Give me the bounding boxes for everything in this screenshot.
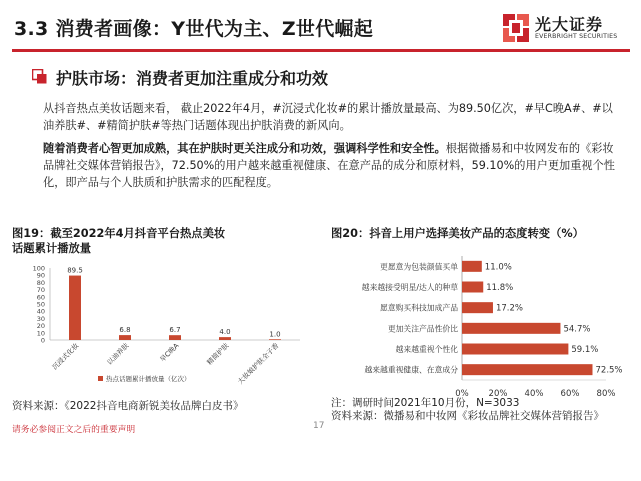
fig19-category-label: 精简护肤: [205, 341, 231, 367]
fig20-category-label: 更愿意为包装颜值买单: [380, 262, 458, 272]
fig19-y-tick-label: 60: [36, 293, 45, 302]
fig20-value-label: 17.2%: [495, 303, 523, 314]
fig19-category-label: 以油养肤: [105, 341, 131, 367]
footer-disclaimer: 请务必参阅正文之后的重要声明: [12, 425, 136, 435]
fig19-y-tick-label: 30: [36, 314, 45, 323]
fig20-category-label: 越来越重视个性化: [395, 345, 458, 354]
fig19-y-tick-label: 40: [36, 307, 45, 316]
fig19-y-tick-label: 70: [36, 286, 45, 295]
fig19-category-label: 早C晚A: [158, 341, 181, 364]
fig19-value-label: 6.7: [169, 326, 181, 335]
fig19-title: 图19：截至2022年4月抖音平台热点美妆话题累计播放量: [12, 227, 226, 255]
fig20-title: 图20：抖音上用户选择美妆产品的态度转变（%）: [331, 227, 584, 240]
fig20-category-label: 越来越接受明星/达人的种草: [361, 283, 458, 292]
fig20-x-tick-label: 0%: [455, 389, 469, 399]
body-paragraph-1: 从抖音热点美妆话题来看， 截止2022年4月，#沉浸式化妆#的累计播放量最高、为89.50亿次，#早C晚A#、#以油养肤#、#精简护肤#等热门话题体现出护肤消费的新风向。: [43, 102, 613, 132]
fig20-bar: [462, 282, 483, 293]
fig20-category-label: 愿意购买科技加成产品: [380, 303, 458, 313]
fig20-category-label: 越来越重视健康、在意成分: [364, 365, 458, 375]
fig19-value-label: 6.8: [119, 326, 131, 335]
fig19-value-label: 1.0: [269, 330, 281, 339]
fig20-bar: [462, 344, 568, 355]
fig20-value-label: 72.5%: [595, 365, 623, 376]
fig20-value-label: 54.7%: [563, 324, 591, 335]
fig19-source: 资料来源：《2022抖音电商新锐美妆品牌白皮书》: [12, 400, 244, 412]
fig19-y-tick-label: 90: [36, 271, 45, 280]
fig19-y-tick-label: 50: [36, 300, 45, 309]
fig20-source: 资料来源：微播易和中妆网《彩妆品牌社交媒体营销报告》: [331, 410, 604, 422]
fig19-y-tick-label: 80: [36, 278, 45, 287]
page-number: 17: [313, 421, 325, 431]
fig20-note: 注：调研时间2021年10月份，N=3033: [331, 397, 520, 409]
fig20-value-label: 59.1%: [571, 345, 599, 355]
fig19-y-tick-label: 100: [32, 264, 45, 273]
fig19-value-label: 89.5: [67, 266, 83, 275]
fig19-y-tick-label: 0: [40, 336, 45, 345]
page-title: 3.3 消费者画像：Y世代为主、Z世代崛起: [14, 18, 374, 40]
fig19-legend-label: 热点话题累计播放量（亿次）: [106, 375, 191, 383]
section-title: 护肤市场：消费者更加注重成分和功效: [56, 69, 329, 88]
fig20-value-label: 11.8%: [486, 283, 514, 293]
logo-name-en: EVERBRIGHT SECURITIES: [535, 33, 618, 40]
fig19-category-label: 沉浸式化妆: [50, 341, 81, 372]
fig20-bar: [462, 323, 560, 334]
fig20-bar: [462, 302, 493, 313]
fig20-x-tick-label: 20%: [488, 389, 508, 399]
fig19-category-label: 大妆娘护肤全子香: [236, 341, 281, 386]
fig20-x-tick-label: 40%: [524, 389, 544, 399]
logo-name-cn: 光大证券: [535, 15, 604, 34]
fig20-x-tick-label: 80%: [596, 389, 616, 399]
body-paragraph-2-lead: 随着消费者心智更加成熟，其在护肤时更关注成分和功效，强调科学性和安全性。: [43, 142, 446, 155]
body-paragraph-2-rest: 根据微播易和中妆网发布的《彩妆品牌社交媒体营销报告》，72.50%的用户越来越重视健康、在意产品的成分和原材料，59.10%的用户更加重视个性化，即产品与个人肤质和护肤需求的匹配程度。: [43, 142, 615, 189]
fig19-y-tick-label: 10: [36, 329, 45, 338]
fig20-category-label: 更加关注产品性价比: [387, 324, 458, 334]
fig19-value-label: 4.0: [219, 328, 231, 337]
fig19-y-tick-label: 20: [36, 322, 45, 331]
fig20-bar: [462, 364, 593, 375]
fig20-value-label: 11.0%: [484, 262, 512, 273]
fig20-x-tick-label: 60%: [560, 389, 580, 399]
fig20-bar: [462, 261, 482, 272]
